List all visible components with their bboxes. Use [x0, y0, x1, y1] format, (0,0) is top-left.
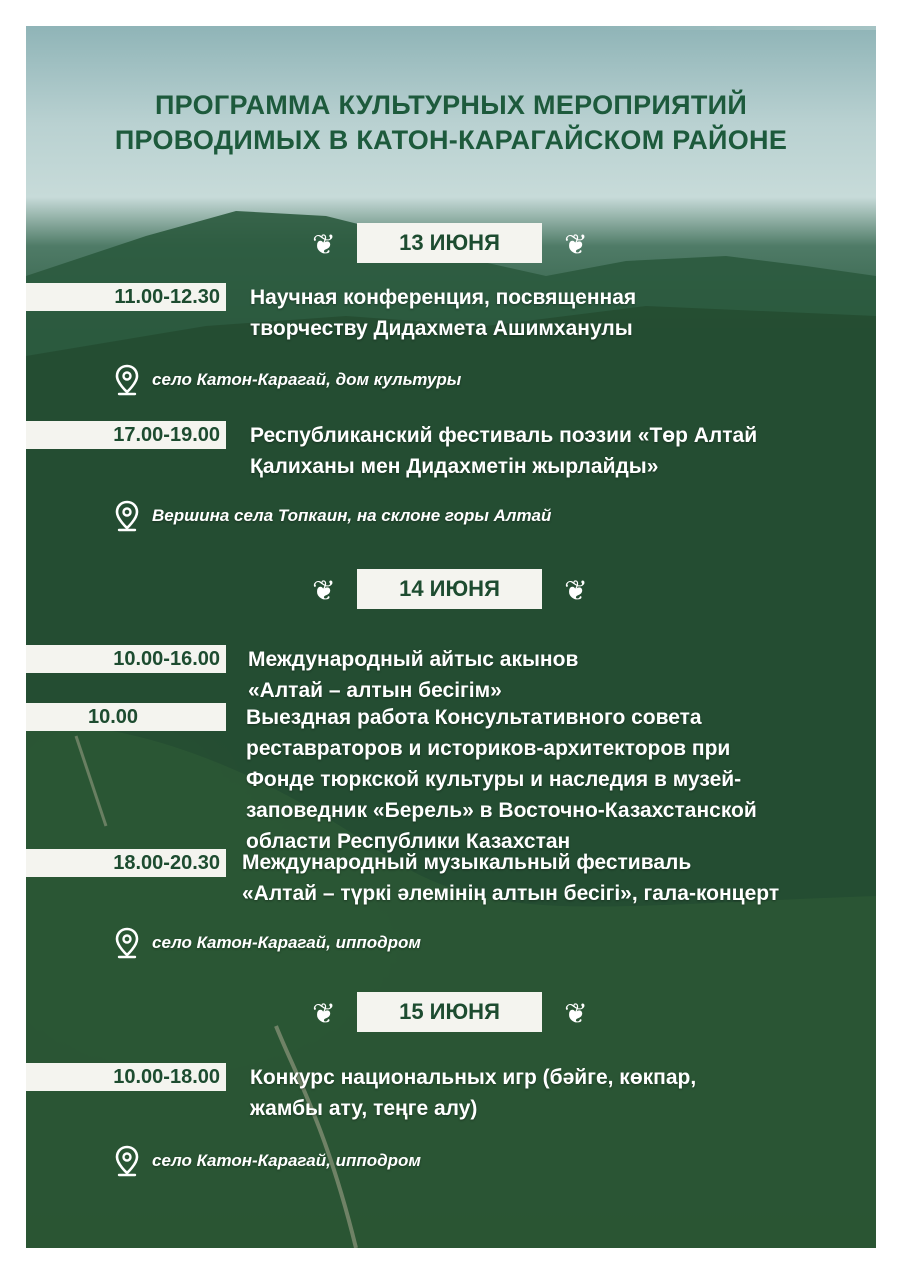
event-title-line: Международный музыкальный фестиваль	[242, 851, 692, 874]
event-title-line: Выездная работа Консультативного совета	[246, 706, 702, 729]
event-title-line: «Алтай – түркі әлемінің алтын бесігі», гала-концерт	[242, 882, 780, 905]
location-text: село Катон-Карагай, ипподром	[152, 1151, 421, 1170]
ornament-icon: ❦	[564, 574, 588, 607]
event-title-line: Научная конференция, посвященная	[250, 286, 637, 309]
event-title-line: Фонде тюркской культуры и наследия в музей-	[246, 768, 742, 791]
event-title	[250, 282, 636, 344]
event-title	[248, 644, 578, 706]
event-time: 18.00-20.30	[26, 849, 226, 877]
day-label: 13 ИЮНЯ	[357, 223, 542, 263]
title-line-2: ПРОВОДИМЫХ В КАТОН-КАРАГАЙСКОМ РАЙОНЕ	[114, 125, 788, 155]
event-title	[250, 420, 757, 482]
event-title-line: заповедник «Берель» в Восточно-Казахстанской	[246, 799, 757, 822]
frame-edge	[586, 26, 876, 30]
event-title-line: области Республики Казахстан	[246, 830, 571, 853]
event-title-line: Конкурс национальных игр (бәйге, көкпар,	[250, 1066, 697, 1089]
event-title-line: реставраторов и историков-архитекторов при	[246, 737, 731, 760]
event-title-line: Республиканский фестиваль поэзии «Төр Алтай	[250, 424, 758, 447]
event-title	[250, 1062, 696, 1124]
event-title-line: жамбы ату, теңге алу)	[250, 1097, 478, 1120]
ornament-icon: ❦	[312, 228, 336, 261]
ornament-icon: ❦	[312, 997, 336, 1030]
event-title-line: творчеству Дидахмета Ашимханулы	[250, 317, 633, 340]
event-location	[114, 499, 551, 533]
location-text: село Катон-Карагай, дом культуры	[152, 370, 462, 389]
event-title-line: Қалиханы мен Дидахметін жырлайды»	[250, 455, 659, 478]
day-label: 15 ИЮНЯ	[357, 992, 542, 1032]
poster	[26, 26, 876, 1248]
event-title-line: «Алтай – алтын бесігім»	[248, 679, 502, 702]
ornament-icon: ❦	[564, 228, 588, 261]
ornament-icon: ❦	[564, 997, 588, 1030]
event-time: 10.00	[26, 703, 226, 731]
event-location	[114, 363, 461, 397]
event-title	[242, 847, 779, 909]
location-pin-icon	[114, 1145, 140, 1177]
event-title-line: Международный айтыс акынов	[248, 648, 579, 671]
location-pin-icon	[114, 500, 140, 532]
ornament-icon: ❦	[312, 574, 336, 607]
location-text: Вершина села Топкаин, на склоне горы Алтай	[152, 506, 552, 525]
event-time: 11.00-12.30	[26, 283, 226, 311]
event-time: 10.00-18.00	[26, 1063, 226, 1091]
event-time: 10.00-16.00	[26, 645, 226, 673]
event-time: 17.00-19.00	[26, 421, 226, 449]
location-text: село Катон-Карагай, ипподром	[152, 933, 421, 952]
event-location	[114, 1144, 421, 1178]
title-line-1: ПРОГРАММА КУЛЬТУРНЫХ МЕРОПРИЯТИЙ	[154, 90, 748, 120]
location-pin-icon	[114, 364, 140, 396]
location-pin-icon	[114, 927, 140, 959]
event-location	[114, 926, 421, 960]
page-title	[26, 88, 876, 158]
event-title	[246, 702, 757, 857]
day-label: 14 ИЮНЯ	[357, 569, 542, 609]
